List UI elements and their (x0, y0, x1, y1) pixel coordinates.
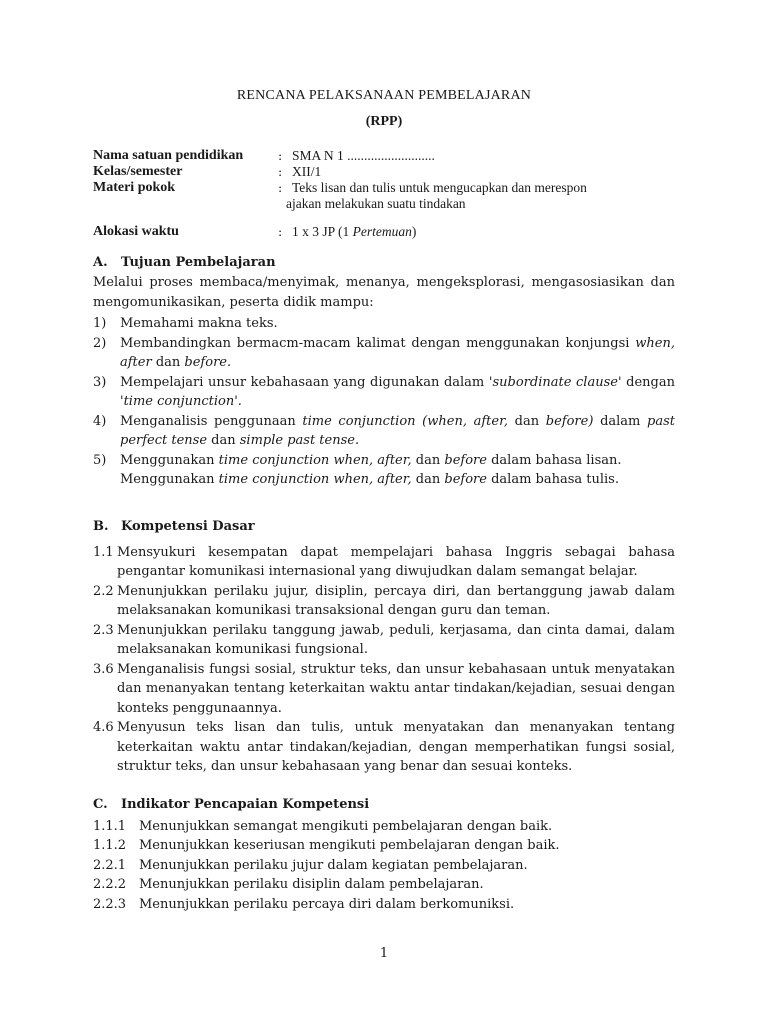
item-number: 2.2.3 (93, 896, 127, 912)
italic-term: 'subordinate clause' (488, 374, 622, 390)
info-row-time (93, 224, 675, 240)
item-number: 4) (93, 413, 107, 429)
indicator-item (93, 817, 675, 837)
topic-label: Materi pokok (93, 180, 176, 195)
item-number: 1.1 (93, 544, 114, 560)
section-c-title: Indikator Pencapaian Kompetensi (121, 796, 370, 812)
italic-term: before) (545, 413, 594, 429)
section-a-letter: A. (93, 255, 108, 270)
competency-item (93, 718, 675, 777)
item-text (120, 373, 675, 412)
indicator-item (93, 836, 675, 856)
item-text (120, 314, 675, 334)
objective-item (93, 314, 675, 334)
item-text: Menunjukkan perilaku jujur dalam kegiatan pembelajaran. (139, 857, 528, 873)
item-text: Menunjukkan perilaku disiplin dalam pembelajaran. (139, 877, 484, 892)
document-title: RENCANA PELAKSANAAN PEMBELAJARAN (236, 88, 532, 103)
italic-term: 'time conjunction'. (120, 394, 242, 409)
section-a-heading (93, 253, 675, 273)
time-value-italic: Pertemuan (352, 224, 412, 239)
section-c-heading (93, 795, 675, 815)
objective-item (93, 451, 675, 490)
item-text: Menunjukkan perilaku jujur, disiplin, percaya diri, dan bertanggung jawab dalam melaksanakan komunikasi transaksional dengan guru dan teman. (117, 583, 675, 618)
info-row-topic (93, 180, 675, 212)
item-text (120, 451, 675, 490)
competency-item (93, 543, 675, 582)
indicator-list (93, 817, 675, 915)
text-run: dan (508, 413, 546, 429)
colon: : (278, 224, 283, 239)
item-number: 5) (93, 452, 107, 468)
text-run: dan (411, 472, 445, 487)
text-run: dan (411, 452, 445, 468)
item-number: 3) (93, 374, 107, 390)
item-number: 2.3 (93, 622, 114, 638)
item-text: Menganalisis fungsi sosial, struktur teks, dan unsur kebahasaan untuk menyatakan dan menanyakan tentang keterkaitan waktu antar tindakan/kejadian, sesuai dengan konteks penggunaannya. (117, 661, 675, 716)
colon: : (278, 148, 283, 163)
item-text (120, 412, 675, 451)
competency-item (93, 660, 675, 719)
item-text (120, 334, 675, 373)
section-b-heading (93, 517, 675, 537)
item-number: 1.1.1 (93, 818, 127, 834)
section-c (93, 795, 675, 915)
topic-value-line2: ajakan melakukan suatu tindakan (286, 196, 466, 211)
text-run: dan (151, 355, 185, 370)
text-run: Menggunakan (120, 452, 219, 468)
document-subtitle: (RPP) (365, 114, 403, 129)
text-run: dan (207, 433, 240, 448)
italic-term: before (444, 472, 487, 487)
item-number: 2.2.1 (93, 857, 127, 873)
objective-item (93, 373, 675, 412)
item-text: Menunjukkan keseriusan mengikuti pembelajaran dengan baik. (139, 838, 560, 853)
class-label: Kelas/semester (93, 164, 183, 179)
section-b (93, 517, 675, 777)
item-number: 3.6 (93, 661, 114, 677)
colon: : (278, 164, 283, 179)
topic-value (286, 180, 675, 212)
text-run: dalam bahasa lisan. (486, 452, 622, 468)
school-value: SMA N 1 .......................... (292, 148, 435, 163)
info-row-class (93, 164, 675, 180)
document-page (93, 86, 675, 914)
page-number: 1 (379, 946, 389, 961)
item-text: Menyusun teks lisan dan tulis, untuk menyatakan dan menanyakan tentang keterkaitan waktu antar tindakan/kejadian, dengan memperhatikan fungsi sosial, struktur teks, dan unsur kebahasaan yang benar dan sesuai konteks. (117, 720, 675, 774)
italic-term: before (444, 452, 487, 468)
time-label: Alokasi waktu (93, 224, 179, 239)
competency-item (93, 621, 675, 660)
italic-term: past perfect tense (120, 413, 676, 448)
section-b-title: Kompetensi Dasar (121, 518, 255, 534)
italic-term: before. (184, 355, 232, 370)
text-run: dalam bahasa tulis. (486, 472, 619, 487)
item-text: Menunjukkan perilaku tanggung jawab, peduli, kerjasama, dan cinta damai, dalam melaksanakan komunikasi fungsional. (117, 622, 675, 657)
identity-block (93, 148, 675, 240)
item-text: Menunjukkan semangat mengikuti pembelajaran dengan baik. (139, 818, 553, 834)
section-a-title: Tujuan Pembelajaran (121, 255, 276, 270)
indicator-item (93, 875, 675, 895)
text-run: dengan (621, 374, 675, 390)
time-value (292, 224, 675, 240)
topic-value-line1: Teks lisan dan tulis untuk mengucapkan dan merespon (292, 180, 587, 195)
item-number: 2.2 (93, 583, 114, 599)
item-number: 2) (93, 335, 107, 351)
section-a (93, 253, 675, 490)
competency-item (93, 582, 675, 621)
italic-term: time conjunction when, after, (218, 452, 412, 468)
text-run: Mempelajari unsur kebahasaan yang digunakan dalam (120, 374, 489, 390)
item-text: Menunjukkan perilaku percaya diri dalam berkomuniksi. (139, 896, 515, 912)
indicator-item (93, 856, 675, 876)
time-value-prefix: 1 x 3 JP (1 (292, 224, 353, 239)
text-run: Memahami makna teks. (120, 316, 278, 331)
time-value-suffix: ) (411, 224, 417, 239)
italic-term: simple past tense. (239, 433, 360, 448)
italic-term: time conjunction (when, after, (302, 413, 509, 429)
school-label: Nama satuan pendidikan (93, 148, 244, 163)
item-text: Mensyukuri kesempatan dapat mempelajari bahasa Inggris sebagai bahasa pengantar komunikasi internasional yang diwujudkan dalam semangat belajar. (117, 544, 675, 579)
italic-term: time conjunction when, after, (218, 472, 412, 487)
text-run: Menggunakan (120, 472, 219, 487)
text-run: dalam (593, 413, 648, 429)
info-row-school (93, 148, 675, 164)
colon: : (278, 180, 283, 195)
item-number: 4.6 (93, 720, 114, 735)
section-b-letter: B. (93, 518, 109, 534)
item-number: 2.2.2 (93, 877, 127, 892)
italic-term: when, after (120, 335, 675, 370)
class-value: XII/1 (292, 164, 322, 179)
competency-list (93, 543, 675, 777)
section-c-letter: C. (93, 796, 108, 812)
indicator-item (93, 895, 675, 915)
text-run: Menganalisis penggunaan (120, 413, 303, 429)
objectives-list (93, 314, 675, 490)
objective-item (93, 412, 675, 451)
objective-item (93, 334, 675, 373)
text-run: Membandingkan bermacm-macam kalimat dengan menggunakan konjungsi (120, 335, 636, 351)
section-a-intro: Melalui proses membaca/menyimak, menanya, mengeksplorasi, mengasosiasikan dan mengomunikasikan, peserta didik mampu: (93, 275, 675, 310)
item-number: 1.1.2 (93, 838, 127, 853)
item-number: 1) (93, 316, 107, 331)
